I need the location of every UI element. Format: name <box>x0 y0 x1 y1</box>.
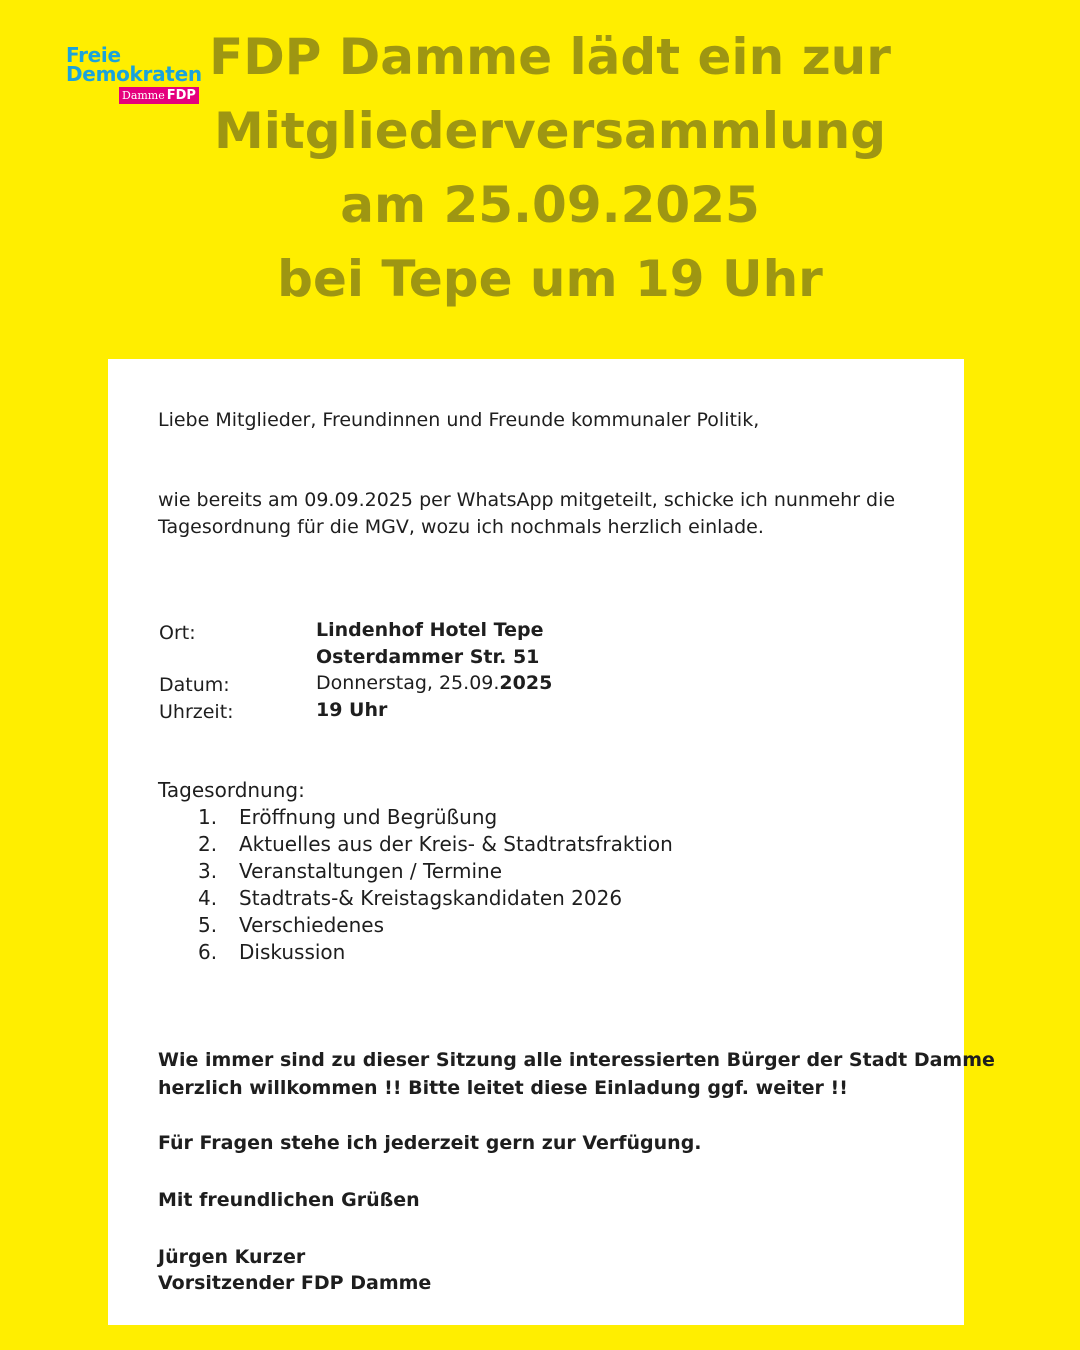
agenda-item-number: 2. <box>198 832 218 856</box>
agenda-item <box>198 804 673 831</box>
closing-line-1: Wie immer sind zu dieser Sitzung alle interessierten Bürger der Stadt Damme <box>158 1049 995 1071</box>
invitation-letter <box>108 359 995 1325</box>
agenda-title: Tagesordnung: <box>158 778 305 802</box>
ort-value-line-1: Lindenhof Hotel Tepe <box>316 619 544 641</box>
letter-greeting: Liebe Mitglieder, Freundinnen und Freunde kommunaler Politik, <box>158 409 760 431</box>
ort-label: Ort: <box>159 622 196 644</box>
agenda-item <box>198 858 673 885</box>
agenda-item-number: 5. <box>198 913 218 937</box>
logo-text-demokraten: Demokraten <box>66 62 202 86</box>
signer-title: Vorsitzender FDP Damme <box>158 1272 432 1294</box>
agenda <box>158 777 673 966</box>
ort-value-line-2: Osterdammer Str. 51 <box>316 646 540 668</box>
datum-label: Datum: <box>159 674 230 696</box>
uhrzeit-value: 19 Uhr <box>316 699 388 721</box>
agenda-item-text: Diskussion <box>239 940 346 964</box>
agenda-item <box>198 939 673 966</box>
headline-line-1: FDP Damme lädt ein zur <box>209 28 891 86</box>
letter-intro-line-1: wie bereits am 09.09.2025 per WhatsApp mitgeteilt, schicke ich nunmehr die <box>158 489 896 511</box>
agenda-item <box>198 831 673 858</box>
headline-line-2: Mitgliederversammlung <box>213 102 887 160</box>
agenda-item-text: Aktuelles aus der Kreis- & Stadtratsfraktion <box>239 832 673 856</box>
regards-line: Mit freundlichen Grüßen <box>158 1189 420 1211</box>
headline-line-4: bei Tepe um 19 Uhr <box>277 250 823 308</box>
headline-line-3: am 25.09.2025 <box>340 176 760 234</box>
agenda-item-text: Verschiedenes <box>239 913 385 937</box>
agenda-list <box>158 804 673 966</box>
agenda-item-number: 6. <box>198 940 218 964</box>
agenda-item-text: Eröffnung und Begrüßung <box>239 805 498 829</box>
fdp-logo <box>66 43 206 104</box>
datum-year: 2025 <box>499 672 553 694</box>
uhrzeit-label: Uhrzeit: <box>159 701 234 723</box>
agenda-item-text: Stadtrats-& Kreistagskandidaten 2026 <box>239 886 623 910</box>
logo-party: FDP <box>166 88 196 103</box>
agenda-item <box>198 912 673 939</box>
logo-badge <box>119 87 199 104</box>
datum-day: Donnerstag, 25.09. <box>316 672 500 694</box>
agenda-item <box>198 885 673 912</box>
closing-line-2: herzlich willkommen !! Bitte leitet diese Einladung ggf. weiter !! <box>158 1077 848 1099</box>
headline <box>200 20 900 316</box>
agenda-item-number: 4. <box>198 886 218 910</box>
signer-name: Jürgen Kurzer <box>158 1246 306 1268</box>
agenda-item-text: Veranstaltungen / Termine <box>239 859 502 883</box>
agenda-item-number: 3. <box>198 859 218 883</box>
logo-town: Damme <box>122 89 165 102</box>
letter-intro-line-2: Tagesordnung für die MGV, wozu ich nochmals herzlich einlade. <box>158 516 764 538</box>
datum-value <box>316 670 552 697</box>
agenda-item-number: 1. <box>198 805 218 829</box>
questions-line: Für Fragen stehe ich jederzeit gern zur Verfügung. <box>158 1132 702 1154</box>
logo-text-freie: Freie <box>66 43 121 67</box>
